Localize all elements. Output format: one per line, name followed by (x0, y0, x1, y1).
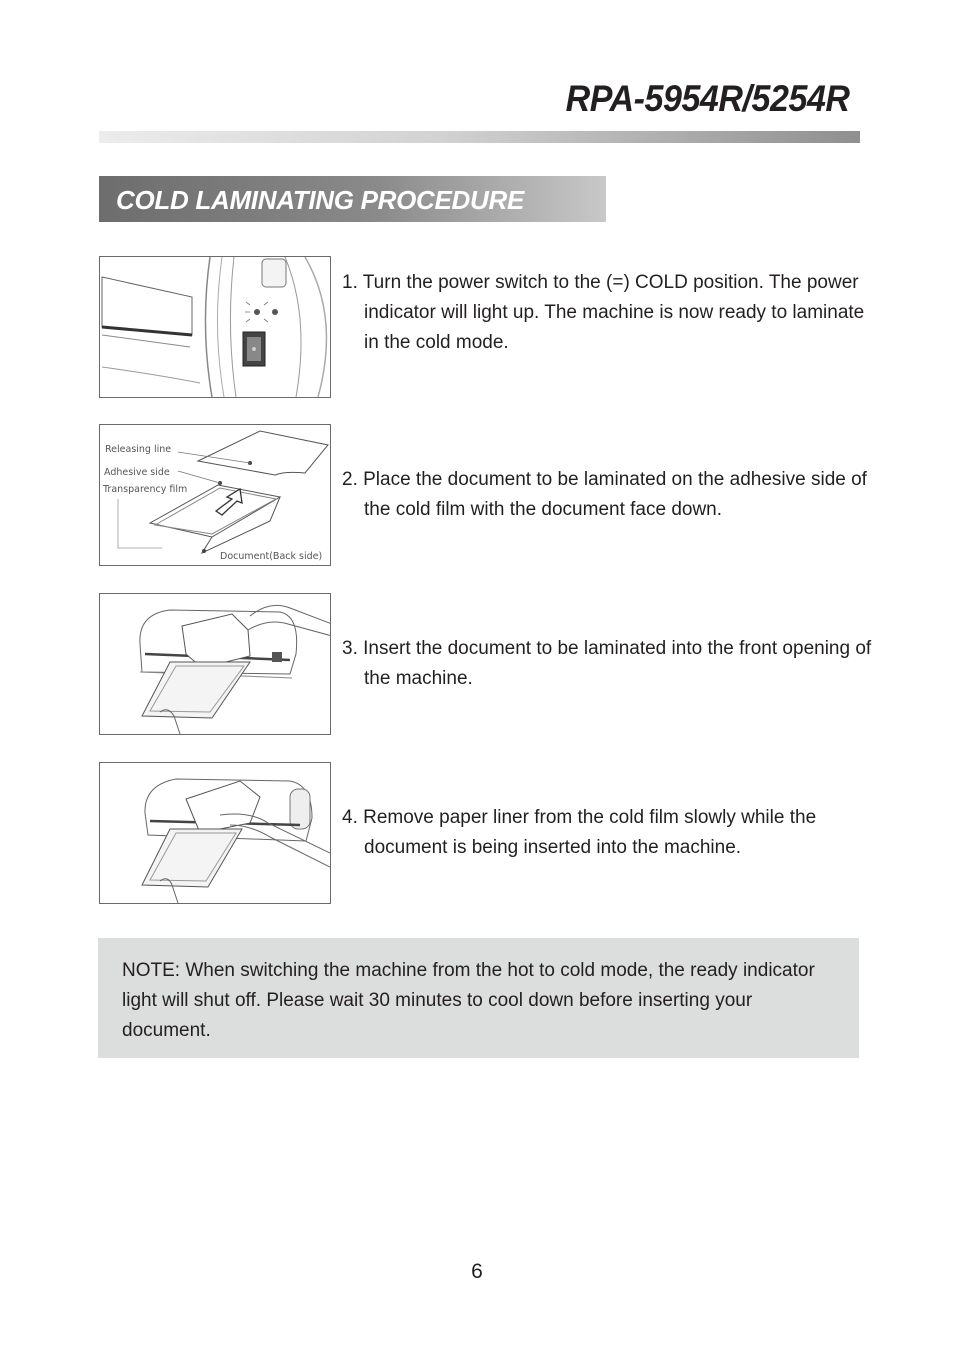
step-2: 2. Place the document to be laminated on the adhesive side of the cold film with the document face down. (342, 469, 867, 520)
header-rule (99, 131, 860, 143)
film-layers-illustration (100, 425, 330, 565)
power-switch-illustration (100, 257, 330, 397)
step-3: 3. Insert the document to be laminated into the front opening of the machine. (342, 638, 872, 689)
section-title: COLD LAMINATING PROCEDURE (116, 185, 525, 215)
label-transparency-film: Transparency film (103, 484, 188, 495)
figure-remove-liner (99, 762, 331, 904)
figure-insert-document (99, 593, 331, 735)
insert-document-illustration (100, 594, 330, 734)
section-banner (99, 176, 606, 222)
step-1: 1. Turn the power switch to the (=) COLD position. The power indicator will light up. The machine is now ready to laminate in the cold mode. (342, 272, 865, 353)
remove-liner-illustration (100, 763, 330, 903)
label-adhesive-side: Adhesive side (104, 467, 170, 478)
label-releasing-line: Releasing line (105, 444, 172, 455)
figure-film-layers (99, 424, 331, 566)
label-document-back-side: Document(Back side) (220, 551, 323, 562)
figure-power-switch (99, 256, 331, 398)
page-number: 6 (471, 1260, 483, 1283)
note-box (98, 938, 859, 1058)
note-text: NOTE: When switching the machine from the hot to cold mode, the ready indicator light will shut off. Please wait 30 minutes to cool down before inserting your document. (122, 960, 815, 1041)
step-4: 4. Remove paper liner from the cold film slowly while the document is being inserted into the machine. (342, 807, 817, 858)
model-title: RPA-5954R/5254R (566, 78, 850, 119)
